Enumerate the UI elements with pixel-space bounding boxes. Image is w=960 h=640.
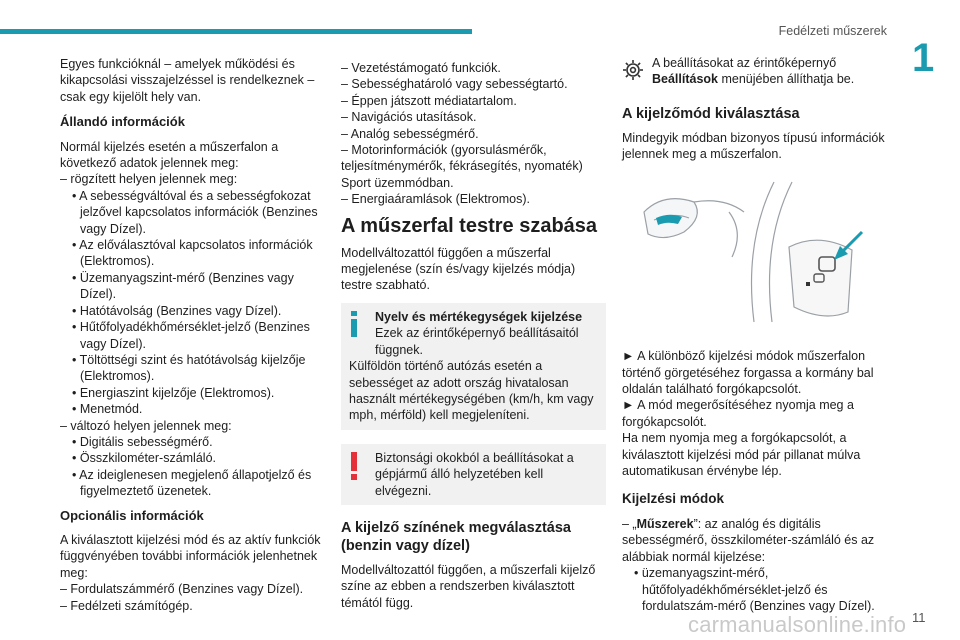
list-item: • Menetmód. — [72, 402, 143, 417]
gear-icon — [622, 59, 644, 81]
warning-text: Biztonsági okokból a beállításokat a gépjármű álló helyzetében kell elvégezni. — [375, 450, 574, 498]
info-icon — [347, 311, 361, 337]
list-item: – Sebességhatároló vagy sebességtartó. — [341, 77, 568, 92]
warning-icon — [347, 452, 361, 480]
list-item: • Összkilométer-számláló. — [72, 451, 216, 466]
heading-szin: A kijelző színének megválasztása (benzin vagy dízel) — [341, 519, 571, 554]
list-item: • üzemanyagszint-mérő, hűtőfolyadékhőmérséklet-jelző és fordulatszám-mérő (Benzines vagy Dízel). — [634, 566, 875, 613]
column-2 — [341, 60, 606, 620]
heading-allando: Állandó információk — [60, 114, 185, 130]
heading-testre-szabas: A műszerfal testre szabása — [341, 214, 598, 237]
list-item: • Töltöttségi szint és hatótávolság kijelzője (Elektromos). — [72, 352, 306, 384]
paragraph-szabas: Modellváltozattól függően a műszerfal megjelenése (szín és/vagy kijelzés módja) testre szabható. — [341, 245, 576, 293]
list-item: – Energiaáramlások (Elektromos). — [341, 192, 530, 207]
steering-wheel-illustration — [634, 172, 884, 332]
variable-label: – változó helyen jelennek meg: — [60, 418, 232, 433]
header-accent-bar — [0, 29, 472, 34]
list-item: • Digitális sebességmérő. — [72, 434, 213, 449]
paragraph-opcionalis: A kiválasztott kijelzési mód és az aktív funkciók függvényében további információk jelenhetnek meg: – Fordulatszámmérő (Benzines vagy Dízel). – Fedélzeti számítógép. — [60, 532, 325, 614]
column-3 — [622, 55, 887, 614]
intro-paragraph: Egyes funkcióknál – amelyek működési és kikapcsolási visszajelzéssel is rendelkeznek – csak egy kijelölt hely van. — [60, 57, 315, 104]
list-item: – Analóg sebességmérő. — [341, 126, 479, 141]
heading-kijelzesi-modok: Kijelzési módok — [622, 491, 725, 507]
list-item: – Motorinformációk (gyorsulásmérők, teljesítménymérők, fékrásegítés, nyomaték) Sport üzemmódban. — [341, 143, 583, 190]
steps — [622, 348, 887, 479]
list-item: – Éppen játszott médiatartalom. — [341, 93, 517, 108]
list-item: – Fedélzeti számítógép. — [60, 598, 193, 613]
info-line-2: Külföldön történő autózás esetén a sebességet az adott ország hivatalosan használt mértékegységében (km/h, km vagy mph, mérföld) kell megjeleníteni. — [349, 359, 594, 423]
settings-menu-name: Beállítások — [652, 72, 719, 87]
page-header-title: Fedélzeti műszerek — [778, 24, 887, 38]
info-box — [341, 303, 606, 430]
list-item: • A sebességváltóval és a sebességfokozat jelzővel kapcsolatos információk (Benzines vagy Dízel). — [72, 188, 318, 236]
paragraph-kijelzomod: Mindegyik módban bizonyos típusú információk jelennek meg a műszerfalon. — [622, 131, 885, 162]
list-item: – Fordulatszámmérő (Benzines vagy Dízel). — [60, 582, 304, 597]
settings-note-text-a: A beállításokat az érintőképernyő — [652, 56, 837, 70]
list-item: – Vezetéstámogató funkciók. — [341, 61, 501, 75]
settings-note-text-b: menüjében állíthatja be. — [718, 72, 855, 87]
list-item: • Energiaszint kijelzője (Elektromos). — [72, 385, 275, 400]
page-number: 11 — [912, 610, 926, 625]
settings-note — [622, 55, 887, 95]
list-item: • Az ideiglenesen megjelenő állapotjelző és figyelmeztető üzenetek. — [72, 467, 312, 499]
paragraph-normal: Normál kijelzés esetén a műszerfalon a következő adatok jelennek meg: – rögzített helyen jelennek meg: • A sebességváltóval és a sebességfokozat jelzővel kapcsolatos információk (Benzines vagy Dízel). • Az előválasztóval kapcsolatos információk (Elektromos). • Üzemanyagszint-mérő (Benzines vagy Dízel). • Hatótávolság (Benzines vagy Dízel). • Hűtőfolyadékhőmérséklet-jelző (Benzines vagy Dízel). • Töltöttségi szint és hatótávolság kijelzője (Elektromos). • Energiaszint kijelzője (Elektromos). • Menetmód. – változó helyen jelennek meg: • Digitális sebességmérő. • Összkilométer-számláló. • Az ideiglenesen megjelenő állapotjelző és figyelmeztető üzenetek. — [60, 139, 325, 500]
step-rotate: ► A különböző kijelzési módok műszerfalon történő görgetéséhez forgassa a kormány bal oldalán található forgókapcsolót. — [622, 349, 874, 397]
list-item: • Az előválasztóval kapcsolatos információk (Elektromos). — [72, 238, 313, 269]
list-item: • Üzemanyagszint-mérő (Benzines vagy Dízel). — [72, 270, 294, 302]
step-press: ► A mód megerősítéséhez nyomja meg a forgókapcsolót. — [622, 398, 854, 429]
paragraph-auto-apply: Ha nem nyomja meg a forgókapcsolót, a kiválasztott kijelzési mód pár pillanat múlva automatikusan érvénybe lép. — [622, 431, 861, 479]
watermark: carmanualsonline.info — [688, 612, 907, 637]
info-line-1: Ezek az érintőképernyő beállításaitól függnek. — [375, 326, 579, 357]
info-title: Nyelv és mértékegységek kijelzése — [375, 309, 583, 324]
list-item: – Navigációs utasítások. — [341, 110, 477, 125]
modes-list — [622, 516, 887, 614]
heading-opcionalis: Opcionális információk — [60, 507, 204, 523]
optional-list — [341, 60, 606, 208]
list-item: • Hatótávolság (Benzines vagy Dízel). — [72, 303, 282, 318]
list-item: • Hűtőfolyadékhőmérséklet-jelző (Benzines vagy Dízel). — [72, 320, 310, 351]
paragraph-szin: Modellváltozattól függően, a műszerfali kijelző színe az ebben a rendszerben kiválasztott témától függ. — [341, 562, 596, 610]
chapter-number: 1 — [912, 36, 935, 80]
heading-kijelzomod: A kijelzőmód kiválasztása — [622, 106, 800, 122]
fixed-label: – rögzített helyen jelennek meg: — [60, 172, 238, 187]
mode-muszerek: – „Műszerek”: az analóg és digitális sebességmérő, összkilométer-számláló és az alábbiak normál kijelzése: — [622, 516, 875, 564]
warning-box — [341, 444, 606, 505]
column-1 — [60, 56, 325, 614]
